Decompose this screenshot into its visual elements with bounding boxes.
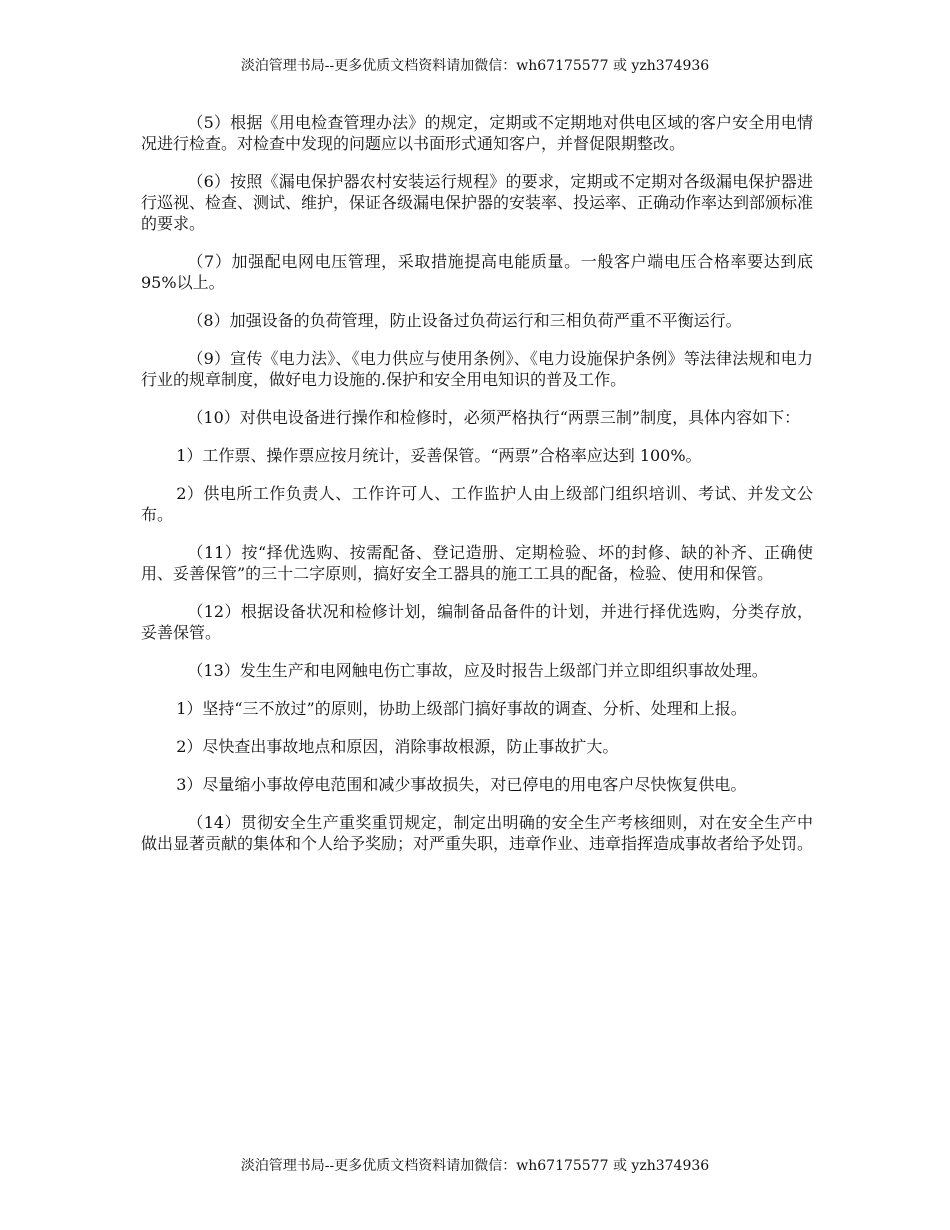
paragraph-subitem-13-3: 3）尽量缩小事故停电范围和减少事故损失，对已停电的用电客户尽快恢复供电。 — [176, 775, 747, 794]
paragraph-subitem-10-1: 1）工作票、操作票应按月统计，妥善保管。“两票”合格率应达到 100%。 — [176, 446, 702, 465]
paragraph-item-13: （13）发生生产和电网触电伤亡事故，应及时报告上级部门并立即组织事故处理。 — [187, 661, 768, 680]
page-header: 淡泊管理书局--更多优质文档资料请加微信：wh67175577 或 yzh374936 — [240, 58, 710, 74]
paragraph-item-11: （11）按“择优选购、按需配备、登记造册、定期检验、坏的封修、缺的补齐、正确使用、妥善保管”的三十二字原则，搞好安全工器具的施工工具的配备，检验、使用和保管。 — [141, 543, 813, 583]
page-footer: 淡泊管理书局--更多优质文档资料请加微信：wh67175577 或 yzh374936 — [240, 1158, 710, 1174]
paragraph-item-10: （10）对供电设备进行操作和检修时，必须严格执行“两票三制”制度，具体内容如下： — [187, 408, 801, 427]
document-body — [141, 112, 813, 871]
paragraph-item-6: （6）按照《漏电保护器农村安装运行规程》的要求，定期或不定期对各级漏电保护器进行巡视、检查、测试、维护，保证各级漏电保护器的安装率、投运率、正确动作率达到部颁标准的要求。 — [141, 172, 814, 233]
paragraph-subitem-10-2: 2）供电所工作负责人、工作许可人、工作监护人由上级部门组织培训、考试、并发文公布。 — [141, 484, 813, 524]
paragraph-item-5: （5）根据《用电检查管理办法》的规定，定期或不定期地对供电区域的客户安全用电情况进行检查。对检查中发现的问题应以书面形式通知客户，并督促限期整改。 — [141, 113, 813, 153]
paragraph-item-8: （8）加强设备的负荷管理，防止设备过负荷运行和三相负荷严重不平衡运行。 — [187, 311, 742, 330]
paragraph-subitem-13-2: 2）尽快查出事故地点和原因，消除事故根源，防止事故扩大。 — [176, 737, 619, 756]
paragraph-item-12: （12）根据设备状况和检修计划，编制备品备件的计划，并进行择优选购，分类存放，妥善保管。 — [141, 602, 813, 642]
paragraph-item-9: （9）宣传《电力法》、《电力供应与使用条例》、《电力设施保护条例》等法律法规和电力行业的规章制度，做好电力设施的.保护和安全用电知识的普及工作。 — [141, 349, 813, 389]
paragraph-item-7: （7）加强配电网电压管理，采取措施提高电能质量。一般客户端电压合格率要达到底 95%以上。 — [141, 252, 813, 292]
paragraph-subitem-13-1: 1）坚持“三不放过”的原则，协助上级部门搞好事故的调查、分析、处理和上报。 — [176, 699, 747, 718]
paragraph-item-14: （14）贯彻安全生产重奖重罚规定，制定出明确的安全生产考核细则，对在安全生产中做出显著贡献的集体和个人给予奖励；对严重失职，违章作业、违章指挥造成事故者给予处罚。 — [141, 813, 814, 853]
